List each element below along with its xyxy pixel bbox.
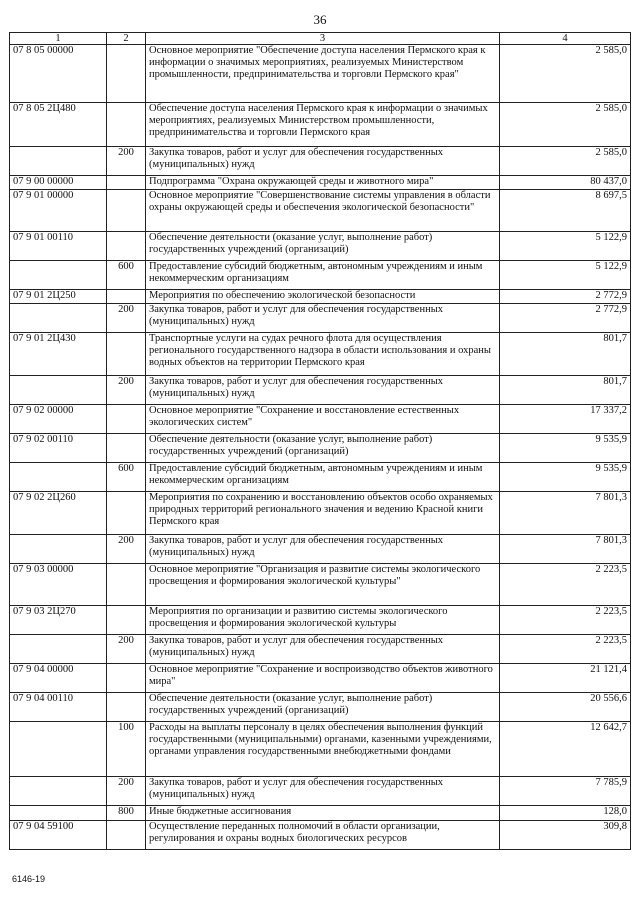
- row-description: Закупка товаров, работ и услуг для обеспечения государственных (муниципальных) нужд: [146, 376, 500, 405]
- table-row: [10, 821, 631, 850]
- row-expense-type: [107, 492, 146, 535]
- row-amount: 80 437,0: [500, 176, 631, 190]
- row-amount: 2 772,9: [500, 304, 631, 333]
- row-code: 07 8 05 00000: [10, 45, 107, 103]
- row-code: 07 9 00 00000: [10, 176, 107, 190]
- row-description: Подпрограмма "Охрана окружающей среды и животного мира": [146, 176, 500, 190]
- header-col-3: 3: [146, 33, 500, 45]
- row-description: Осуществление переданных полномочий в области организации, регулирования и охраны водных биологических ресурсов: [146, 821, 500, 850]
- row-amount: 2 223,5: [500, 564, 631, 606]
- row-code: 07 9 02 00000: [10, 405, 107, 434]
- row-amount: 801,7: [500, 333, 631, 376]
- row-expense-type: [107, 103, 146, 147]
- row-amount: 309,8: [500, 821, 631, 850]
- table-row: [10, 806, 631, 821]
- row-description: Основное мероприятие "Сохранение и восстановление естественных экологических систем": [146, 405, 500, 434]
- row-code: 07 9 03 2Ц270: [10, 606, 107, 635]
- row-description: Обеспечение доступа населения Пермского края к информации о значимых мероприятиях, реализуемых Министерством промышленности, предпринимательства и торговли Пермского края: [146, 103, 500, 147]
- row-expense-type: [107, 405, 146, 434]
- budget-table: [9, 32, 631, 850]
- table-row: [10, 190, 631, 232]
- header-col-1: 1: [10, 33, 107, 45]
- row-expense-type: [107, 232, 146, 261]
- table-row: [10, 405, 631, 434]
- table-row: [10, 693, 631, 722]
- row-amount: 9 535,9: [500, 463, 631, 492]
- row-description: Закупка товаров, работ и услуг для обеспечения государственных (муниципальных) нужд: [146, 777, 500, 806]
- table-row: [10, 290, 631, 304]
- table-row: [10, 147, 631, 176]
- row-amount: 7 801,3: [500, 535, 631, 564]
- row-code: [10, 147, 107, 176]
- row-expense-type: [107, 821, 146, 850]
- table-row: [10, 777, 631, 806]
- row-expense-type: 100: [107, 722, 146, 777]
- table-row: [10, 261, 631, 290]
- row-code: [10, 777, 107, 806]
- row-description: Обеспечение деятельности (оказание услуг, выполнение работ) государственных учреждений (организаций): [146, 232, 500, 261]
- row-amount: 21 121,4: [500, 664, 631, 693]
- document-code: 6146-19: [12, 874, 46, 884]
- table-body: [10, 45, 631, 850]
- row-amount: 2 585,0: [500, 45, 631, 103]
- row-description: Иные бюджетные ассигнования: [146, 806, 500, 821]
- row-code: 07 9 04 59100: [10, 821, 107, 850]
- row-expense-type: [107, 176, 146, 190]
- table-row: [10, 722, 631, 777]
- table-row: [10, 333, 631, 376]
- row-code: [10, 463, 107, 492]
- row-description: Предоставление субсидий бюджетным, автономным учреждениям и иным некоммерческим организациям: [146, 463, 500, 492]
- row-code: [10, 261, 107, 290]
- table-row: [10, 176, 631, 190]
- row-code: [10, 304, 107, 333]
- row-description: Закупка товаров, работ и услуг для обеспечения государственных (муниципальных) нужд: [146, 147, 500, 176]
- table-row: [10, 463, 631, 492]
- row-expense-type: 800: [107, 806, 146, 821]
- row-code: [10, 535, 107, 564]
- row-expense-type: 200: [107, 376, 146, 405]
- row-code: 07 9 02 2Ц260: [10, 492, 107, 535]
- row-expense-type: [107, 564, 146, 606]
- row-description: Транспортные услуги на судах речного флота для осуществления регионального государственного надзора в области использования и охраны водных объектов на территории Пермского края: [146, 333, 500, 376]
- page-number: 36: [313, 12, 327, 27]
- row-amount: 801,7: [500, 376, 631, 405]
- header-col-2: 2: [107, 33, 146, 45]
- row-expense-type: 200: [107, 635, 146, 664]
- row-description: Расходы на выплаты персоналу в целях обеспечения выполнения функций государственными (муниципальными) органами, казенными учреждениями, органами управления государственными внебюджетными фондами: [146, 722, 500, 777]
- row-amount: 2 585,0: [500, 103, 631, 147]
- row-expense-type: [107, 333, 146, 376]
- row-description: Обеспечение деятельности (оказание услуг, выполнение работ) государственных учреждений (организаций): [146, 434, 500, 463]
- row-amount: 12 642,7: [500, 722, 631, 777]
- table-row: [10, 232, 631, 261]
- row-description: Основное мероприятие "Обеспечение доступа населения Пермского края к информации о значимых мероприятиях, реализуемых Министерством промышленности, предпринимательства и торговли Пермского края": [146, 45, 500, 103]
- row-description: Закупка товаров, работ и услуг для обеспечения государственных (муниципальных) нужд: [146, 304, 500, 333]
- row-expense-type: 600: [107, 463, 146, 492]
- row-code: 07 9 01 2Ц430: [10, 333, 107, 376]
- row-expense-type: [107, 664, 146, 693]
- row-expense-type: 200: [107, 777, 146, 806]
- row-expense-type: 200: [107, 535, 146, 564]
- row-code: 07 9 01 00110: [10, 232, 107, 261]
- row-amount: 128,0: [500, 806, 631, 821]
- row-code: [10, 806, 107, 821]
- row-amount: 20 556,6: [500, 693, 631, 722]
- row-expense-type: [107, 434, 146, 463]
- table-row: [10, 434, 631, 463]
- row-amount: 2 772,9: [500, 290, 631, 304]
- row-code: 07 9 04 00000: [10, 664, 107, 693]
- row-code: 07 9 04 00110: [10, 693, 107, 722]
- row-expense-type: 600: [107, 261, 146, 290]
- row-amount: 5 122,9: [500, 232, 631, 261]
- row-expense-type: [107, 693, 146, 722]
- row-description: Мероприятия по организации и развитию системы экологического просвещения и формирования экологической культуры: [146, 606, 500, 635]
- table-row: [10, 664, 631, 693]
- table-row: [10, 635, 631, 664]
- row-amount: 7 785,9: [500, 777, 631, 806]
- table-row: [10, 606, 631, 635]
- row-amount: 9 535,9: [500, 434, 631, 463]
- row-code: 07 9 03 00000: [10, 564, 107, 606]
- row-expense-type: 200: [107, 147, 146, 176]
- row-code: 07 8 05 2Ц480: [10, 103, 107, 147]
- row-code: 07 9 01 00000: [10, 190, 107, 232]
- table-row: [10, 103, 631, 147]
- row-description: Основное мероприятие "Сохранение и воспроизводство объектов животного мира": [146, 664, 500, 693]
- header-col-4: 4: [500, 33, 631, 45]
- table-row: [10, 535, 631, 564]
- row-amount: 2 223,5: [500, 635, 631, 664]
- table-row: [10, 304, 631, 333]
- row-expense-type: 200: [107, 304, 146, 333]
- row-expense-type: [107, 606, 146, 635]
- row-code: [10, 635, 107, 664]
- row-amount: 2 223,5: [500, 606, 631, 635]
- row-description: Мероприятия по сохранению и восстановлению объектов особо охраняемых природных территорий регионального значения и ведению Красной книги Пермского края: [146, 492, 500, 535]
- row-description: Закупка товаров, работ и услуг для обеспечения государственных (муниципальных) нужд: [146, 535, 500, 564]
- row-description: Основное мероприятие "Совершенствование системы управления в области охраны окружающей среды и обеспечения экологической безопасности": [146, 190, 500, 232]
- row-amount: 8 697,5: [500, 190, 631, 232]
- row-description: Обеспечение деятельности (оказание услуг, выполнение работ) государственных учреждений (организаций): [146, 693, 500, 722]
- row-description: Мероприятия по обеспечению экологической безопасности: [146, 290, 500, 304]
- row-amount: 17 337,2: [500, 405, 631, 434]
- row-description: Основное мероприятие "Организация и развитие системы экологического просвещения и формирования экологической культуры": [146, 564, 500, 606]
- row-code: 07 9 02 00110: [10, 434, 107, 463]
- row-description: Предоставление субсидий бюджетным, автономным учреждениям и иным некоммерческим организациям: [146, 261, 500, 290]
- table-row: [10, 376, 631, 405]
- row-code: [10, 722, 107, 777]
- row-expense-type: [107, 45, 146, 103]
- row-code: 07 9 01 2Ц250: [10, 290, 107, 304]
- table-row: [10, 45, 631, 103]
- table-row: [10, 492, 631, 535]
- table-row: [10, 564, 631, 606]
- row-amount: 7 801,3: [500, 492, 631, 535]
- row-amount: 5 122,9: [500, 261, 631, 290]
- row-amount: 2 585,0: [500, 147, 631, 176]
- row-description: Закупка товаров, работ и услуг для обеспечения государственных (муниципальных) нужд: [146, 635, 500, 664]
- row-expense-type: [107, 290, 146, 304]
- row-code: [10, 376, 107, 405]
- row-expense-type: [107, 190, 146, 232]
- table-header-row: [10, 33, 631, 45]
